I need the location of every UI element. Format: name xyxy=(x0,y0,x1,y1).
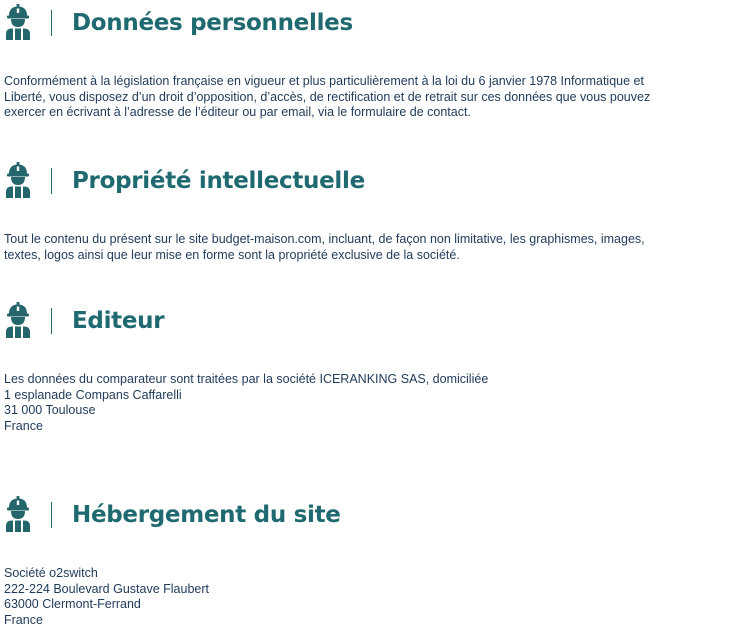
body-line: Les données du comparateur sont traitées par la société ICERANKING SAS, domiciliée xyxy=(4,372,489,386)
section-header xyxy=(0,162,734,202)
construction-worker-icon xyxy=(4,496,32,534)
header-divider xyxy=(51,10,52,36)
body-line: 1 esplanade Compans Caffarelli xyxy=(4,387,182,402)
body-line: France xyxy=(4,612,43,627)
section-body xyxy=(4,74,704,121)
body-line: exercer en écrivant à l’adresse de l’éditeur ou par email, via le formulaire de contact. xyxy=(4,105,471,119)
section-title: Hébergement du site xyxy=(72,502,341,528)
body-line: 31 000 Toulouse xyxy=(4,403,96,417)
header-divider xyxy=(51,168,52,194)
construction-worker-icon xyxy=(4,162,32,200)
body-line: France xyxy=(4,418,43,433)
section-body xyxy=(4,372,704,434)
body-line: Liberté, vous disposez d’un droit d’opposition, d’accès, de rectification et de retrait sur ces données que vous pouvez xyxy=(4,89,651,104)
header-divider xyxy=(51,502,52,528)
body-line: Tout le contenu du présent sur le site budget-maison.com, incluant, de façon non limitative, les graphismes, images, xyxy=(4,232,645,246)
section-title: Propriété intellectuelle xyxy=(72,168,365,194)
construction-worker-icon xyxy=(4,302,32,340)
section-header xyxy=(0,4,734,44)
body-line: Société o2switch xyxy=(4,566,98,580)
section-header xyxy=(0,302,734,342)
header-divider xyxy=(51,308,52,334)
body-line: 63000 Clermont-Ferrand xyxy=(4,597,141,611)
body-line: 222-224 Boulevard Gustave Flaubert xyxy=(4,581,209,596)
body-line: Conformément à la législation française en vigueur et plus particulièrement à la loi du 6 janvier 1978 Informatique et xyxy=(4,74,644,88)
construction-worker-icon xyxy=(4,4,32,42)
body-line: textes, logos ainsi que leur mise en forme sont la propriété exclusive de la société. xyxy=(4,247,460,262)
section-header xyxy=(0,496,734,536)
section-body xyxy=(4,232,704,263)
section-title: Données personnelles xyxy=(72,10,353,36)
section-body xyxy=(4,566,704,628)
section-title: Editeur xyxy=(72,308,165,334)
